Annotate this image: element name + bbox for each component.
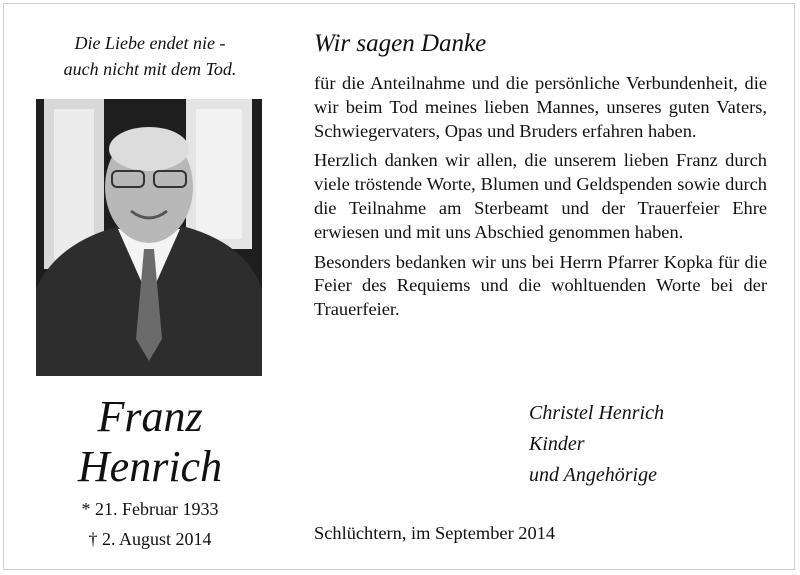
death-date: † 2. August 2014 [88, 529, 212, 549]
notice-heading: Wir sagen Danke [314, 30, 487, 57]
quote-line-1: Die Liebe endet nie - [74, 33, 226, 53]
paragraph-1: für die Anteilnahme und die persönliche Verbundenheit, die wir beim Tod meines lieben Mannes, unseres guten Vaters, Schwiegervaters, Opas und Bruders erfahren haben. [314, 73, 767, 141]
signature-line-3: und Angehörige [529, 464, 657, 486]
life-dates [40, 494, 260, 554]
paragraph-3: Besonders bedanken wir uns bei Herrn Pfarrer Kopka für die Feier des Requiems und die wohltuenden Worte bei der Trauerfeier. [314, 251, 767, 320]
paragraph-2: Herzlich danken wir allen, die unserem lieben Franz durch viele tröstende Worte, Blumen und Geldspenden sowie durch die Teilnahme am Sterbeamt und der Trauerfeier Ehre erwiesen und mit uns Abschied genommen haben. [314, 150, 767, 242]
signature-line-2: Kinder [529, 433, 585, 455]
signature-block [529, 398, 769, 491]
portrait-photo [36, 99, 262, 376]
memorial-quote [40, 30, 260, 82]
notice-body [314, 72, 767, 328]
portrait-illustration [36, 99, 262, 376]
first-name: Franz [97, 392, 203, 441]
quote-line-2: auch nicht mit dem Tod. [63, 59, 237, 79]
place-and-date: Schlüchtern, im September 2014 [314, 523, 556, 543]
deceased-name [40, 392, 260, 492]
birth-date: * 21. Februar 1933 [81, 499, 219, 519]
signature-line-1: Christel Henrich [529, 402, 664, 424]
last-name: Henrich [77, 442, 223, 491]
